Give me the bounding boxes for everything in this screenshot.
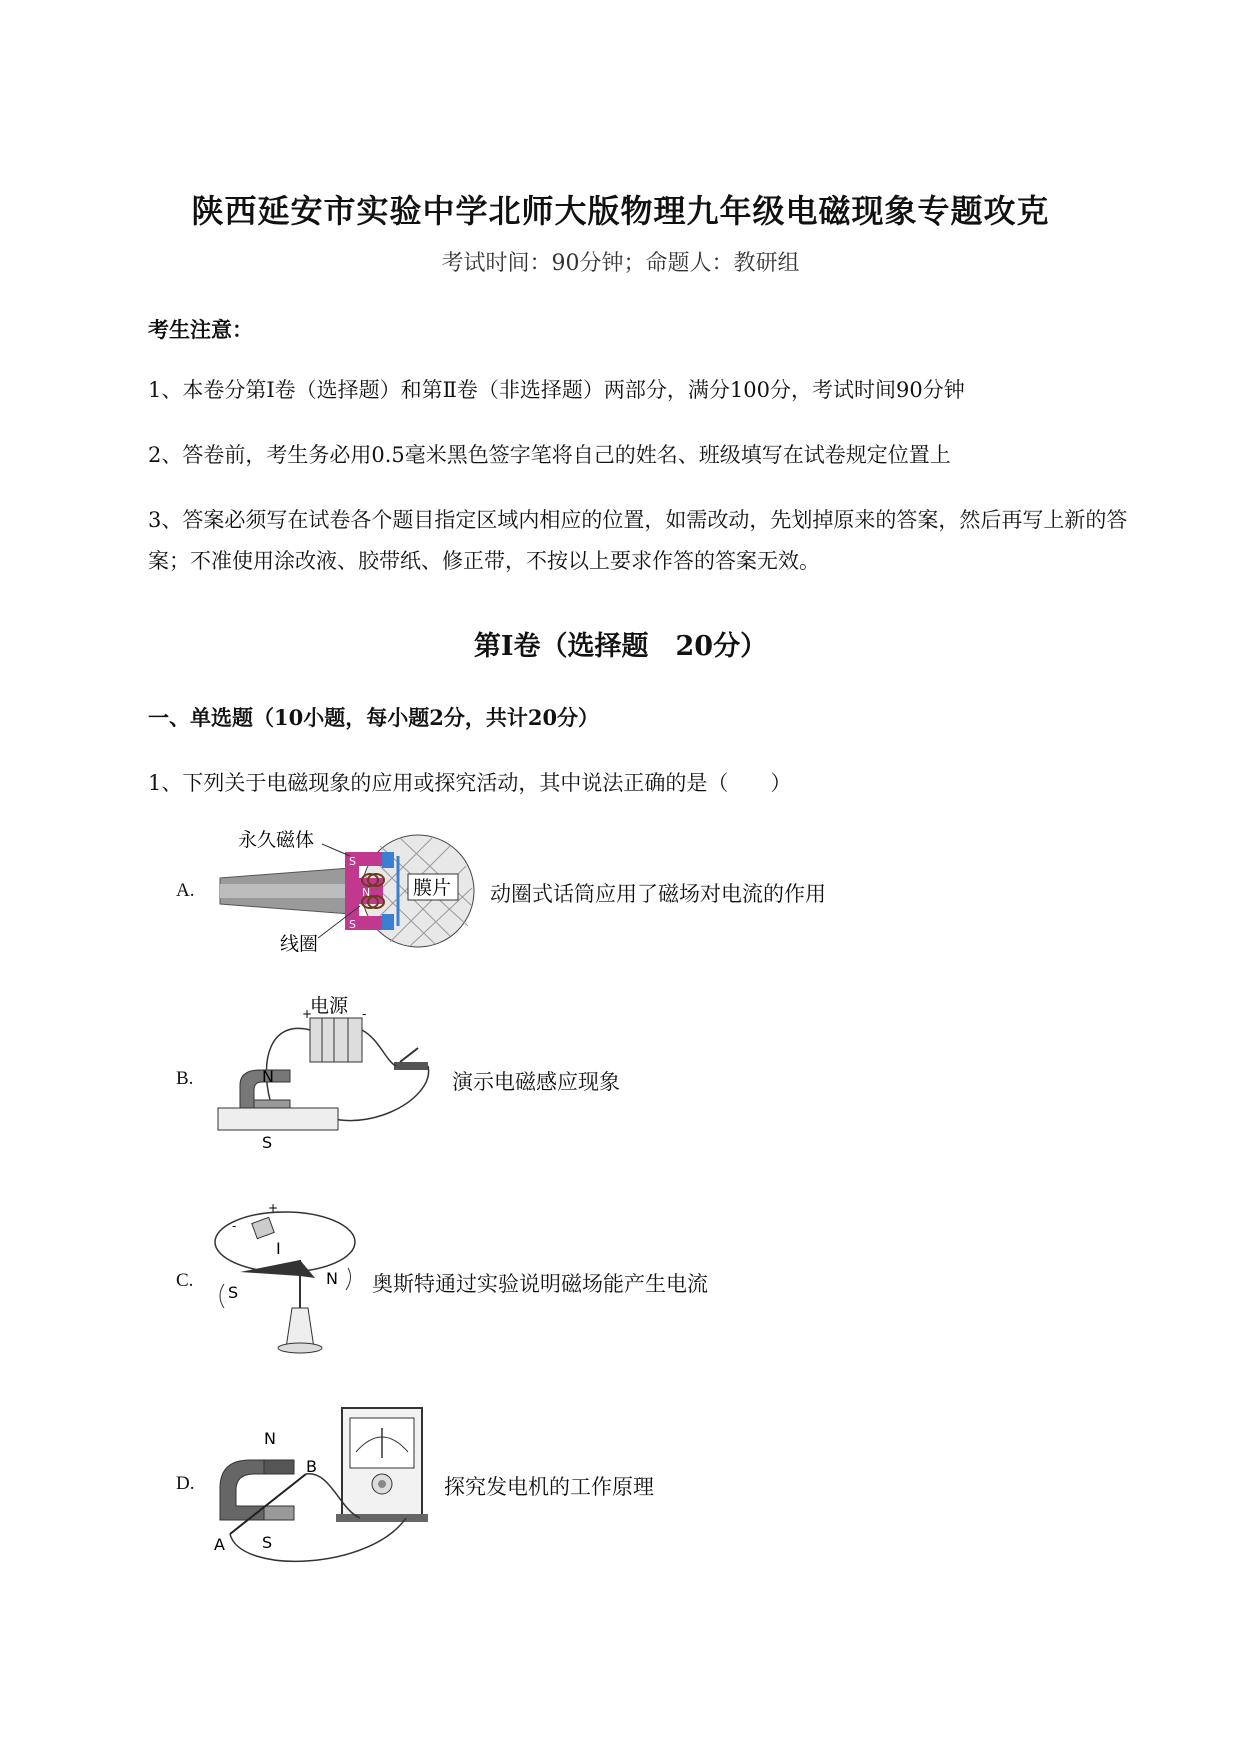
fig-label: S [349, 855, 356, 868]
section-title: 第Ⅰ卷（选择题 20分） [473, 631, 768, 662]
option-b-text: 演示电磁感应现象 [452, 1070, 620, 1094]
fig-label: + [268, 1201, 279, 1215]
microphone-figure [210, 826, 478, 956]
fig-label: A [214, 1535, 225, 1554]
notice-heading: 考生注意： [148, 317, 253, 342]
generator-experiment-figure [210, 1400, 432, 1570]
option-c-text: 奥斯特通过实验说明磁场能产生电流 [372, 1272, 708, 1296]
fig-label: N [362, 886, 371, 899]
option-d-letter: D. [176, 1473, 195, 1494]
fig-label: N [262, 1067, 274, 1086]
page-title: 陕西延安市实验中学北师大版物理九年级电磁现象专题攻克 [191, 192, 1050, 230]
fig-label: 线圈 [280, 933, 319, 955]
fig-label: - [362, 1007, 367, 1021]
oersted-figure [210, 1200, 360, 1358]
fig-label: + [302, 1007, 313, 1021]
fig-label: N [326, 1269, 338, 1288]
notice-rule-1: 1、本卷分第Ⅰ卷（选择题）和第Ⅱ卷（非选择题）两部分，满分100分，考试时间90分钟 [148, 378, 965, 402]
fig-label: S [349, 918, 356, 931]
option-a-letter: A. [176, 880, 195, 901]
option-c-letter: C. [176, 1270, 194, 1291]
part-heading: 一、单选题（10小题，每小题2分，共计20分） [148, 705, 600, 730]
exam-info: 考试时间：90分钟；命题人：教研组 [441, 251, 800, 276]
option-a-text: 动圈式话筒应用了磁场对电流的作用 [490, 882, 826, 906]
fig-label: 电源 [310, 995, 349, 1017]
question-stem: 1、下列关于电磁现象的应用或探究活动，其中说法正确的是（ ） [148, 771, 792, 795]
fig-label: S [228, 1283, 239, 1302]
notice-rule-3: 3、答案必须写在试卷各个题目指定区域内相应的位置，如需改动，先划掉原来的答案，然后再写上新的答案；不准使用涂改液、胶带纸、修正带，不按以上要求作答的答案无效。 [148, 508, 1128, 573]
option-d-text: 探究发电机的工作原理 [444, 1475, 654, 1499]
fig-label: S [262, 1533, 273, 1552]
option-b-letter: B. [176, 1068, 194, 1089]
fig-label: S [262, 1133, 273, 1150]
fig-label: B [306, 1457, 317, 1476]
notice-rule-2: 2、答卷前，考生务必用0.5毫米黑色签字笔将自己的姓名、班级填写在试卷规定位置上 [148, 443, 951, 467]
fig-label: 膜片 [413, 877, 452, 899]
fig-label: I [276, 1239, 281, 1258]
fig-label: - [232, 1219, 237, 1233]
fig-label: N [264, 1429, 276, 1448]
fig-label: 永久磁体 [238, 829, 315, 851]
circuit-magnet-figure [210, 990, 440, 1150]
